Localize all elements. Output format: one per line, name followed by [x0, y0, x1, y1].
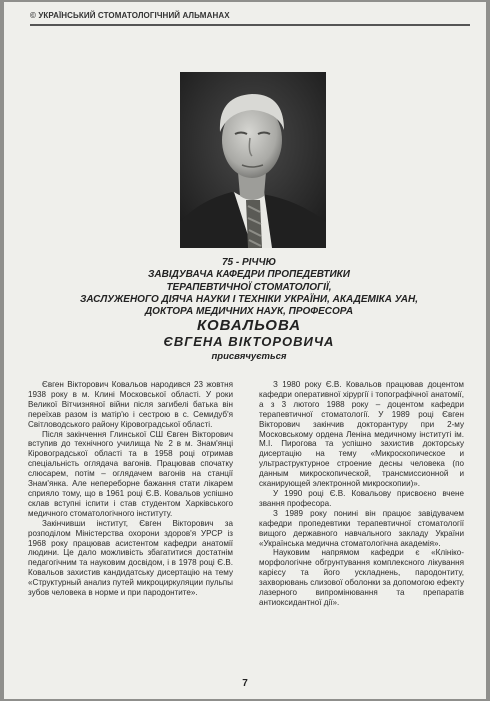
document-page [4, 2, 486, 699]
article-heading [24, 257, 474, 363]
right-text-column [259, 380, 464, 608]
portrait-photo [180, 72, 326, 248]
paragraph: З 1980 року Є.В. Ковальов працював доцентом кафедри оперативної хірургії і топографічної анатомії, а з 3 лютого 1988 року – доцентом кафедри терапевтичної стоматології. У 1989 році Євген Вікторович закінчив докторантуру при 2-му Московському ордена Леніна медичному інституті ім. М.І. Пирогова та успішно захистив докторську дисертацію на тему «Микроскопическое и ультраструктурное строение десны человека (по данным микроскопической, трансмиссионной и сканирующей электронной микроскопии)». [259, 380, 464, 489]
given-names: ЄВГЕНА ВІКТОРОВИЧА [163, 334, 335, 350]
paragraph: Науковим напрямом кафедри є «Клініко-морфологічне обгрунтування комплексного лікування карієсу та його ускладнень, пародонтиту, захворювань слизової оболонки за допомогою ефекту лазерного випромінювання та препаратів антиоксидантної дії». [259, 548, 464, 607]
title-line-5: ДОКТОРА МЕДИЧНИХ НАУК, ПРОФЕСОРА [144, 306, 354, 318]
anniversary-line: 75 - РІЧЧЮ [221, 257, 277, 268]
paragraph: Закінчивши інститут, Євген Вікторович за розподілом Міністерства охорони здоров'я УРСР із 1968 року працював асистентом кафедри анатомії людини. Це дало можливість збагатитися достатнім педагогічним та науковим досвідом, і в 1978 році Є.В. Ковальов захистив кандидатську дисертацію на тему «Структурный анализ путей микроциркуляции пульпы зубов человека в норме и при пародонтите». [28, 518, 233, 598]
surname: КОВАЛЬОВА [196, 317, 302, 335]
portrait-illustration [180, 72, 326, 248]
paragraph: Після закінчення Глинської СШ Євген Вікторович вступив до технічного училища № 2 в м. Знам'янці Кіровоградської області та в 1958 році отримав спеціальність оглядача вагонів. Працював спочатку слюсарем, потім – оглядачем вагонів на станції Знам'янка. Але непереборне бажання стати лікарем сприяло тому, що в 1961 році Є.В. Ковальов успішно склав вступні іспити і став студентом Харківського медичного стоматологічного інституту. [28, 429, 233, 518]
title-line-2: ЗАВІДУВАЧА КАФЕДРИ ПРОПЕДЕВТИКИ [148, 269, 350, 281]
title-line-3: ТЕРАПЕВТИЧНОЇ СТОМАТОЛОГІЇ, [166, 281, 332, 293]
header-rule [30, 24, 470, 26]
paragraph: У 1990 році Є.В. Ковальову присвоєно вчене звання професора. [259, 488, 464, 508]
left-text-column [28, 380, 233, 598]
running-header: © УКРАЇНСЬКИЙ СТОМАТОЛОГІЧНИЙ АЛЬМАНАХ [30, 11, 230, 20]
page-number: 7 [242, 678, 248, 689]
paragraph: З 1989 року понині він працює завідувачем кафедри пропедевтики терапевтичної стоматології вищого державного навчального закладу України «Українська медична стоматологічна академія». [259, 508, 464, 548]
dedication: присвячується [211, 351, 287, 363]
title-line-4: ЗАСЛУЖЕНОГО ДІЯЧА НАУКИ І ТЕХНІКИ УКРАЇНИ, АКАДЕМІКА УАН, [80, 293, 418, 305]
paragraph: Євген Вікторович Ковальов народився 23 жовтня 1938 року в м. Клині Московської області. У роки Великої Вітчизняної війни після загибелі батька він переїхав разом із матір'ю і сестрою в с. Семидуб'я Світловодського району Кіровоградської області. [28, 380, 233, 429]
